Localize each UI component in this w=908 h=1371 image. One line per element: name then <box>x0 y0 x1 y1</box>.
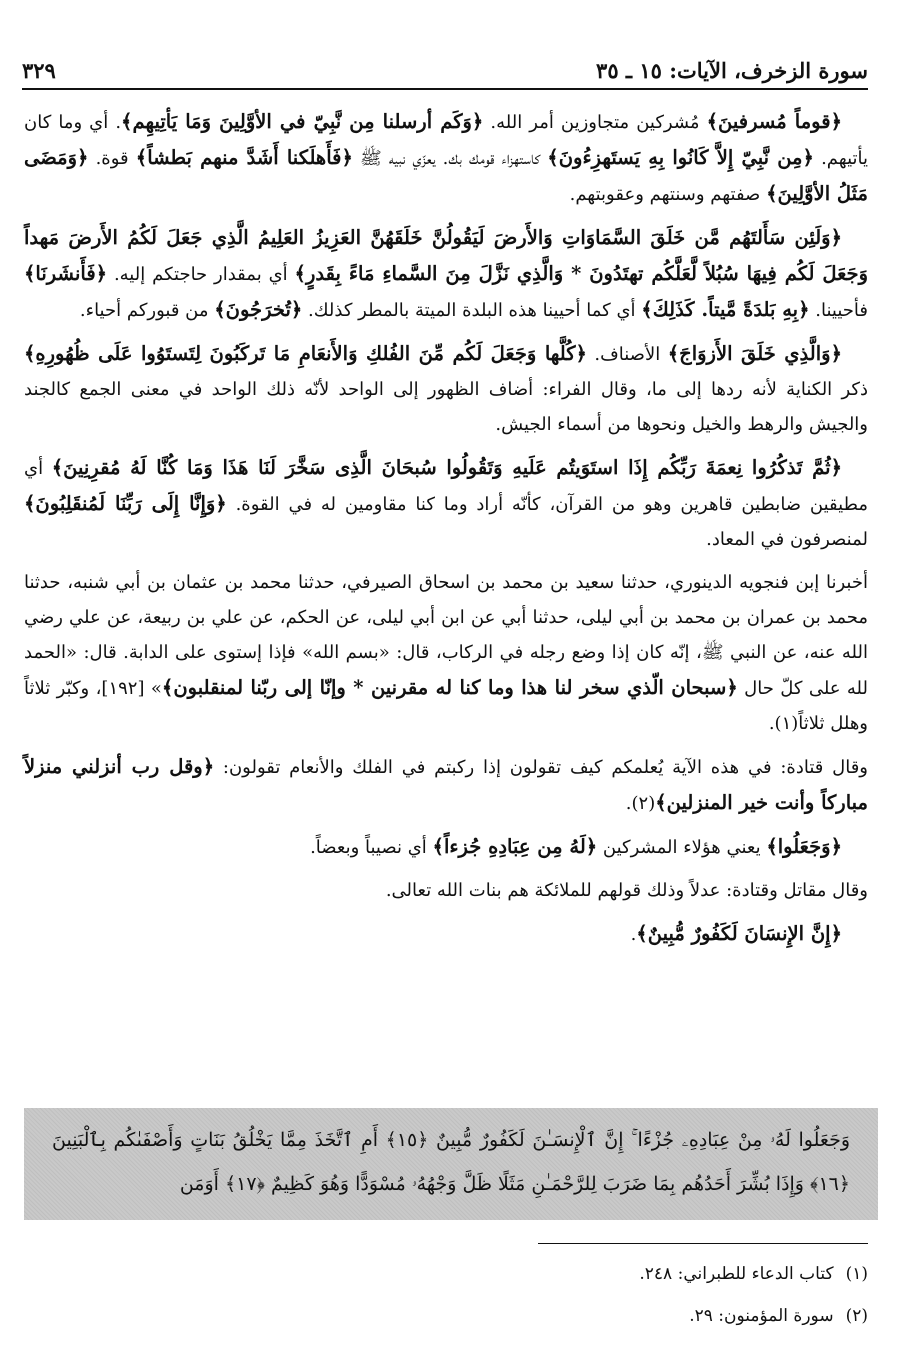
quran-quote: ﴿فَأَهلَكنا أَشَدَّ منهم بَطشاً﴾ <box>135 146 353 169</box>
footnote-item <box>300 1295 868 1337</box>
quran-quote: ﴿بِهِ بَلدَةً مَّيتاً. كَذَلِكَ﴾ <box>641 298 810 321</box>
commentary-text: مُشركين متجاوزين أمر الله. <box>483 112 707 133</box>
commentary-text: . <box>630 924 637 945</box>
commentary-text: أي كما أحيينا هذه البلدة الميتة بالمطر كذلك. <box>302 300 642 321</box>
commentary-text: » [١٩٢]، وكبّر ثلاثاً وهلل ثلاثاً(١). <box>24 678 868 734</box>
commentary-paragraph <box>24 749 868 821</box>
commentary-text: يعني هؤلاء المشركين <box>597 837 767 858</box>
header-divider <box>22 88 868 90</box>
commentary-paragraph <box>24 104 868 212</box>
commentary-text: قوة. <box>88 148 136 169</box>
quran-quote: ﴿قوماً مُسرفينَ﴾ <box>706 110 842 133</box>
commentary-text: (٢). <box>625 793 656 814</box>
quran-quote: ﴿وَكَم أرسلنا مِن نَّبِيّ في الأوَّلِينَ وَمَا يَأتِيهِم﴾ <box>121 110 484 133</box>
quran-quote: ﴿إِنَّ الإِنسَانَ لَكَفُورٌ مُّبِينٌ﴾ <box>636 922 842 945</box>
footnote-divider <box>538 1243 868 1244</box>
quran-quote: ﴿ثُمَّ تَذكُرُوا نِعمَةَ رَبِّكُم إِذَا استَوَيتُم عَلَيهِ وَتَقُولُوا سُبحَانَ الَّذِى سَخَّرَ لَنَا هَذَا وَمَا كُنَّا لَهُ مُقرِنِينَ﴾ <box>51 456 843 479</box>
commentary-text: أخبرنا إبن فنجويه الدينوري، حدثنا سعيد بن محمد بن اسحاق الصيرفي، حدثنا محمد بن عثمان بن أبي شنبه، حدثنا محمد بن عمران بن محمد بن أبي ليلى، حدثنا أبي عن ابن أبي ليلى، عن الحكم، عن علي بن ربيعة، عن علي رضي الله عنه، عن النبي ﷺ، إنّه كان إذا وضع رجله في الركاب، قال: «بسم الله» فإذا إستوى على الدابة. قال: «الحمد لله على كلّ حال <box>24 572 868 699</box>
footnote-number: (١) <box>845 1264 868 1284</box>
quran-quote: ﴿فَأَنشَرنَا﴾ <box>24 262 108 285</box>
commentary-text: وقال قتادة: في هذه الآية يُعلمكم كيف تقولون إذا ركبتم في الفلك والأنعام تقولون: <box>214 757 868 778</box>
quran-quote: ﴿مِن نَّبِيّ إِلاَّ كَانُوا بِهِ يَستَهزِءُونَ﴾ <box>547 146 814 169</box>
commentary-text: أي بمقدار حاجتكم إليه. <box>107 264 295 285</box>
quran-quote: ﴿وَجَعَلُوا﴾ <box>766 835 842 858</box>
commentary-text: صفتهم وسنتهم وعقوبتهم. <box>569 184 767 205</box>
commentary-text: الأصناف. <box>586 344 668 365</box>
commentary-text: فأحيينا. <box>809 300 868 321</box>
footnote-text: كتاب الدعاء للطبراني: ٢٤٨. <box>639 1264 834 1284</box>
quran-quote: ﴿وَإِنَّا إِلَى رَبِّنَا لَمُنقَلِبُونَ﴾ <box>24 492 227 515</box>
commentary-text: أي نصيباً وبعضاً. <box>310 837 433 858</box>
quran-verses-box <box>24 1108 878 1220</box>
quran-verses-text: وَجَعَلُوا لَهُۥ مِنْ عِبَادِهِۦ جُزْءًا ۚ إِنَّ ٱلْإِنسَـٰنَ لَكَفُورٌ مُّبِينٌ ﴿١٥﴾ أَمِ ٱتَّخَذَ مِمَّا يَخْلُقُ بَنَاتٍ وَأَصْفَىٰكُم بِٱلْبَنِينَ ﴿١٦﴾ وَإِذَا بُشِّرَ أَحَدُهُم بِمَا ضَرَبَ لِلرَّحْمَـٰنِ مَثَلًا ظَلَّ وَجْهُهُۥ مُسْوَدًّا وَهُوَ كَظِيمٌ ﴿١٧﴾ أَوَمَن <box>52 1129 851 1195</box>
commentary-text: . أي وما كان يأتيهم. <box>24 112 869 169</box>
footnote-number: (٢) <box>845 1306 868 1326</box>
commentary-paragraph <box>24 220 868 328</box>
footnote-item <box>300 1253 868 1295</box>
quran-quote: ﴿كُلَّها وَجَعَلَ لَكُم مِّنَ الفُلكِ وَالأَنعَامِ مَا تَركَبُونَ لِتَستَوُوا عَلَى ظُهُورِهِ﴾ <box>24 342 587 365</box>
commentary-text: ذكر الكناية لأنه ردها إلى ما، وقال الفراء: أضاف الظهور إلى الواحد لأنّه ذلك الواحد في معنى الجمع كالجند والجيش والرهط والخيل ونحوها من أسماء الجيش. <box>24 379 868 435</box>
commentary-text: لمنصرفون في المعاد. <box>706 529 868 550</box>
commentary-text: وقال مقاتل وقتادة: عدلاً وذلك قولهم للملائكة هم بنات الله تعالى. <box>385 880 868 901</box>
quran-quote: ﴿تُخرَجُونَ﴾ <box>214 298 303 321</box>
commentary-paragraph <box>24 829 868 865</box>
commentary-text: كاستهزاء قومك بك. يعزّي نبيه ﷺ <box>352 148 548 169</box>
quran-quote: ﴿لَهُ مِن عِبَادِهِ جُزءاً﴾ <box>432 835 598 858</box>
commentary-paragraph <box>24 565 868 741</box>
page-number: ٣٢٩ <box>22 57 56 83</box>
quran-quote: ﴿سبحان الّذي سخر لنا هذا وما كنا له مقرنين * وإنّا إلى ربّنا لمنقلبون﴾ <box>161 676 738 699</box>
quran-quote: ﴿وَالَّذِي خَلَقَ الأَزوَاجَ﴾ <box>667 342 842 365</box>
quran-quote: ﴿وقل رب أنزلني منزلاً مباركاً وأنت خير المنزلين﴾ <box>24 755 868 814</box>
commentary-text: أي مطيقين ضابطين قاهرين وهو من القرآن، كأنّه أراد وما كنا مقاومين له في القوة. <box>24 458 868 515</box>
commentary-paragraph <box>24 336 868 442</box>
commentary-body <box>24 104 868 960</box>
quran-quote: ﴿وَلَئِن سَأَلتَهُم مَّن خَلَقَ السَّمَاوَاتِ وَالأَرضَ لَيَقُولُنَّ خَلَقَهُنَّ العَزِيزُ العَلِيمُ الَّذِي جَعَلَ لَكُمُ الأَرضَ مَهداً وَجَعَلَ لَكُم فِيهَا سُبُلاً لَّعَلَّكُم تهتَدُونَ * وَالَّذِي نَزَّلَ مِنَ السَّماءِ مَاءً بِقَدرٍ﴾ <box>24 226 869 285</box>
footnote-text: سورة المؤمنون: ٢٩. <box>689 1306 834 1326</box>
page-header <box>22 52 868 88</box>
commentary-text: من قبوركم أحياء. <box>79 300 215 321</box>
quran-quote: ﴿وَمَضَى مَثَلُ الأوَّلِينَ﴾ <box>24 146 868 205</box>
footnotes <box>300 1253 868 1337</box>
commentary-paragraph <box>24 873 868 908</box>
commentary-paragraph <box>24 916 868 952</box>
commentary-paragraph <box>24 450 868 557</box>
surah-title: سورة الزخرف، الآيات: ١٥ ـ ٣٥ <box>596 57 868 83</box>
